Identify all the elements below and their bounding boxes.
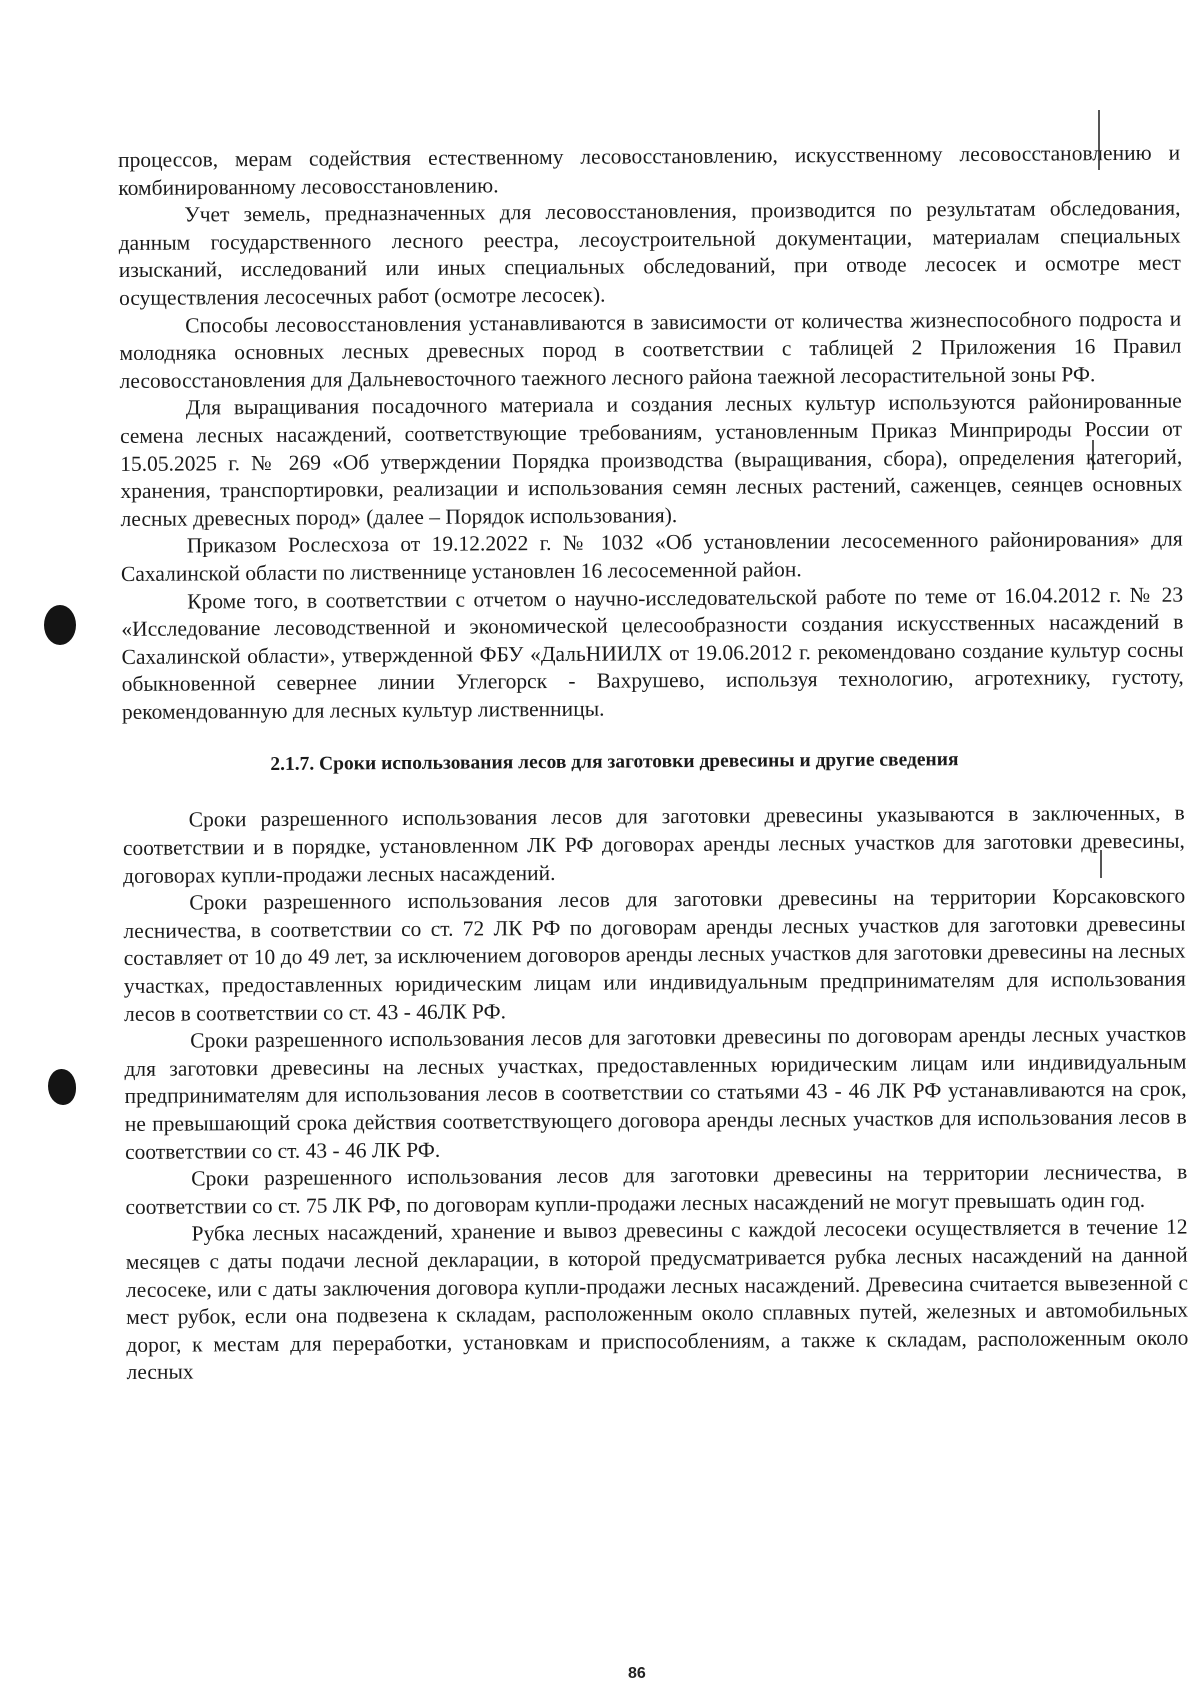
paragraph: Приказом Рослесхоза от 19.12.2022 г. № 1032 «Об установлении лесосеменного районирования» для Сахалинской области по лиственнице установлен 16 лесосеменной район.	[120, 526, 1183, 586]
paragraph: Сроки разрешенного использования лесов для заготовки древесины по договорам аренды лесных участков для заготовки древесины на лесных участках, предоставленных юридическим лицам или индивидуальным предпринимателям для использования лесов в соответствии со статьями 43 - 46 ЛК РФ устанавливаются на срок, не превышающий срока действия соответствующего договора аренды лесных участков для использования лесов в соответствии со ст. 43 - 46 ЛК РФ.	[124, 1021, 1187, 1164]
document-page	[118, 140, 1189, 1387]
paragraph: Способы лесовосстановления устанавливаются в зависимости от количества жизнеспособного подроста и молодняка основных лесных древесных пород в соответствии с таблицей 2 Приложения 16 Правил лесовосстановления для Дальневосточного таежного лесного района таежной лесорастительной зоны РФ.	[119, 306, 1182, 393]
paragraph: Рубка лесных насаждений, хранение и вывоз древесины с каждой лесосеки осуществляется в течение 12 месяцев с даты подачи лесной декларации, в которой предусматривается рубка лесных насаждений на данной лесосеке, или с даты заключения договора купли-продажи лесных насаждений. Древесина считается вывезенной с мест рубок, если она подвезена к складам, расположенным около сплавных путей, железных и автомобильных дорог, к местам для переработки, установкам и приспособлениям, а также к складам, расположенным около лесных	[125, 1214, 1189, 1385]
punch-hole-mark	[44, 605, 76, 645]
section-heading: 2.1.7. Сроки использования лесов для заготовки древесины и другие сведения	[270, 749, 959, 776]
paragraph: Сроки разрешенного использования лесов для заготовки древесины указываются в заключенных, в соответствии и в порядке, установленном ЛК РФ договорах аренды лесных участков для заготовки древесины, договорах купли-продажи лесных насаждений.	[122, 801, 1185, 888]
paragraph: Сроки разрешенного использования лесов для заготовки древесины на территории лесничества, в соответствии со ст. 75 ЛК РФ, по договорам купли-продажи лесных насаждений не могут превышать один год.	[125, 1159, 1188, 1219]
page-number: 86	[628, 1665, 646, 1682]
paragraph: Кроме того, в соответствии с отчетом о научно-исследовательской работе по теме от 16.04.2012 г. № 23 «Исследование лесоводственной и экономической целесообразности создания искусственных насаждений в Сахалинской области», утвержденной ФБУ «ДальНИИЛХ от 19.06.2012 г. рекомендовано создание культур сосны обыкновенной севернее линии Углегорск - Вахрушево, используя технологию, агротехнику, густоту, рекомендованную для лесных культур лиственницы.	[121, 582, 1184, 724]
paragraph: Сроки разрешенного использования лесов для заготовки древесины на территории Корсаковского лесничества, в соответствии со ст. 72 ЛК РФ по договорам аренды лесных участков для заготовки древесины составляет от 10 до 49 лет, за исключением договоров аренды лесных участков для заготовки древесины на лесных участках, предоставленных юридическим лицам или индивидуальным предпринимателям для использования лесов в соответствии со ст. 43 - 46ЛК РФ.	[123, 883, 1186, 1026]
paragraph: Учет земель, предназначенных для лесовосстановления, производится по результатам обследования, данным государственного лесного реестра, лесоустроительной документации, материалам специальных изысканий, исследований или иных специальных обследований, при отводе лесосек и осмотре мест осуществления лесосечных работ (осмотре лесосек).	[118, 195, 1181, 310]
punch-hole-mark	[48, 1069, 76, 1105]
paragraph: Для выращивания посадочного материала и создания лесных культур используются районированные семена лесных насаждений, соответствующие требованиям, установленным Приказ Минприроды России от 15.05.2025 г. № 269 «Об утверждении Порядка производства (выращивания, сбора), определения категорий, хранения, транспортировки, реализации и использования семян лесных растений, саженцев, сеянцев основных лесных древесных пород» (далее – Порядок использования).	[119, 388, 1183, 531]
paragraph: процессов, мерам содействия естественному лесовосстановлению, искусственному лесовосстановлению и комбинированному лесовосстановлению.	[118, 140, 1181, 200]
